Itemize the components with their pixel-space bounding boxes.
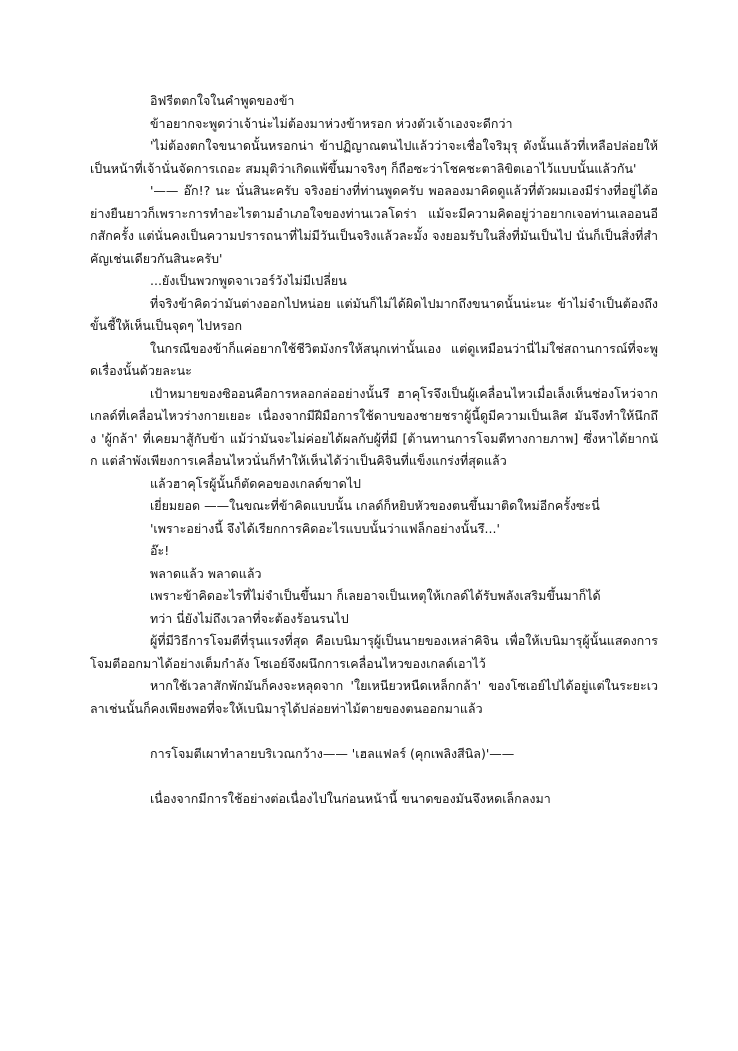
paragraph: เป้าหมายของซิออนคือการหลอกล่ออย่างนั้นรึ ฮาคุโรจึงเป็นผู้เคลื่อนไหวเมื่อเล็งเห็นช่องโหว่จากเกลด์ที่เคลื่อนไหวร่างกายเยอะ เนื่องจากมีฝีมือการใช้ดาบของชายชราผู้นี้ดูมีความเป็นเลิศ มันจึงทำให้นึกถึง 'ผู้กล้า' ที่เคยมาสู้กับข้า แม้ว่ามันจะไม่ค่อยได้ผลกับผู้ที่มี [ต้านทานการโจมตีทางกายภาพ] ซึ่งหาได้ยากนัก แต่ลำพังเพียงการเคลื่อนไหวนั่นก็ทำให้เห็นได้ว่าเป็นคิจินที่แข็งแกร่งที่สุดแล้ว: [90, 385, 658, 468]
blank-line: [90, 720, 658, 743]
paragraph: อิฟรีตตกใจในคำพูดของข้า: [150, 93, 295, 108]
paragraph: เนื่องจากมีการใช้อย่างต่อเนื่องไปในก่อนหน้านี้ ขนาดของมันจึงหดเล็กลงมา: [150, 790, 551, 806]
paragraph: หากใช้เวลาสักพักมันก็คงจะหลุดจาก 'ใยเหนียวหนืดเหล็กกล้า' ของโซเอย์ไปได้อยู่แต่ในระยะเวลาเช่นนั้นก็คงเพียงพอที่จะให้เบนิมารุได้ปล่อยท่าไม้ตายของตนออกมาแล้ว: [90, 678, 658, 716]
blank-line: [90, 765, 658, 788]
paragraph: อ๊ะ!: [150, 543, 170, 558]
paragraph: '—— อ๊ก!? นะ นั่นสินะครับ จริงอย่างที่ท่านพูดครับ พอลองมาคิดดูแล้วที่ตัวผมเองมีร่างที่อยู่ได้อย่างยืนยาวก็เพราะการทำอะไรตามอำเภอใจของท่านเวลโดร่า แม้จะมีความคิดอยู่ว่าอยากเจอท่านเลออนอีกสักครั้ง แต่นั่นคงเป็นความปรารถนาที่ไม่มีวันเป็นจริงแล้วละมั้ง จงยอมรับในสิ่งที่มันเป็นไป นั่นก็เป็นสิ่งที่สำคัญเช่นเดียวกันสินะครับ': [90, 183, 658, 266]
paragraph: ...ยังเป็นพวกพูดจาเวอร์วังไม่มีเปลี่ยน: [150, 273, 347, 288]
paragraph: การโจมตีเผาทำลายบริเวณกว้าง—— 'เฮลแฟลร์ (คุกเพลิงสีนิล)'——: [150, 745, 515, 761]
paragraph: 'เพราะอย่างนี้ จึงได้เรียกการคิดอะไรแบบนั้นว่าแฟล็กอย่างนั้นรึ...': [150, 520, 500, 536]
paragraph: ที่จริงข้าคิดว่ามันต่างออกไปหน่อย แต่มันก็ไม่ได้ผิดไปมากถึงขนาดนั้นน่ะนะ ข้าไม่จำเป็นต้องถึงขั้นชี้ให้เห็นเป็นจุดๆ ไปหรอก: [90, 295, 658, 333]
paragraph: พลาดแล้ว พลาดแล้ว: [150, 565, 262, 581]
paragraph: ข้าอยากจะพูดว่าเจ้าน่ะไม่ต้องมาห่วงข้าหรอก ห่วงตัวเจ้าเองจะดีกว่า: [150, 115, 513, 131]
paragraph: แล้วฮาคุโรผู้นั้นก็ตัดคอของเกลด์ขาดไป: [150, 475, 361, 491]
paragraph: 'ไม่ต้องตกใจขนาดนั้นหรอกน่า ข้าปฏิญาณตนไปแล้วว่าจะเชื่อใจริมุรุ ดังนั้นแล้วที่เหลือปล่อยให้เป็นหน้าที่เจ้านั่นจัดการเถอะ สมมุติว่าเกิดแพ้ขึ้นมาจริงๆ ก็ถือซะว่าโชคชะตาลิขิตเอาไว้แบบนั้นแล้วกัน': [90, 138, 658, 176]
paragraph: เยี่ยมยอด ——ในขณะที่ข้าคิดแบบนั้น เกลด์ก็หยิบหัวของตนขึ้นมาติดใหม่อีกครั้งซะนี่: [150, 498, 600, 513]
paragraph: เพราะข้าคิดอะไรที่ไม่จำเป็นขึ้นมา ก็เลยอาจเป็นเหตุให้เกลด์ได้รับพลังเสริมขึ้นมาก็ได้: [150, 588, 601, 603]
paragraph: ทว่า นี่ยังไม่ถึงเวลาที่จะต้องร้อนรนไป: [150, 610, 349, 626]
paragraph: ผู้ที่มีวิธีการโจมตีที่รุนแรงที่สุด คือเบนิมารุผู้เป็นนายของเหล่าคิจิน เพื่อให้เบนิมารุผู้นั้นแสดงการโจมตีออกมาได้อย่างเต็มกำลัง โซเอย์จึงผนึกการเคลื่อนไหวของเกลด์เอาไว้: [90, 633, 658, 671]
paragraph: ในกรณีของข้าก็แค่อยากใช้ชีวิตมังกรให้สนุกเท่านั้นเอง แต่ดูเหมือนว่านี่ไม่ใช่สถานการณ์ที่จะพูดเรื่องนั้นด้วยละนะ: [90, 340, 658, 378]
page-body: [90, 90, 658, 810]
